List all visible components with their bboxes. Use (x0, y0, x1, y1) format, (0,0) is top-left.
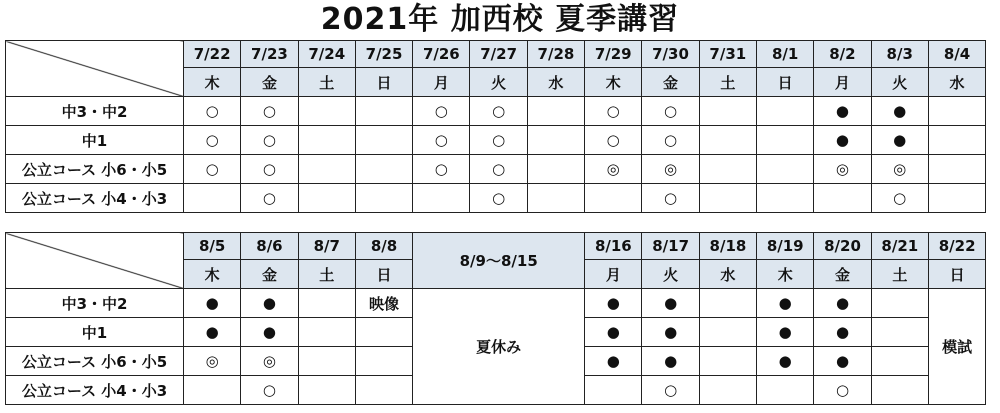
schedule-cell: ● (757, 289, 814, 318)
schedule-cell: ○ (871, 184, 928, 213)
schedule-cell: ● (814, 318, 871, 347)
weekday-cell: 月 (413, 68, 470, 97)
weekday-cell: 火 (470, 68, 527, 97)
schedule-cell (298, 126, 355, 155)
schedule-cell: ● (642, 347, 699, 376)
schedule-cell (184, 376, 241, 405)
date-cell: 8/7 (298, 233, 355, 260)
schedule-cell: ● (184, 289, 241, 318)
schedule-cell: ○ (184, 155, 241, 184)
date-cell: 8/5 (184, 233, 241, 260)
schedule-cell (699, 184, 756, 213)
weekday-cell: 金 (814, 260, 871, 289)
weekday-cell: 日 (355, 68, 412, 97)
schedule-cell (585, 184, 642, 213)
schedule-cell: ◎ (241, 347, 298, 376)
date-cell: 7/23 (241, 41, 298, 68)
schedule-cell (184, 184, 241, 213)
schedule-cell (527, 97, 584, 126)
weekday-cell: 日 (756, 68, 813, 97)
schedule-cell (527, 155, 584, 184)
schedule-cell (355, 126, 412, 155)
date-cell: 8/4 (928, 41, 985, 68)
schedule-cell: ◎ (184, 347, 241, 376)
date-cell: 8/1 (756, 41, 813, 68)
schedule-cell (298, 318, 355, 347)
weekday-cell: 火 (642, 260, 699, 289)
table-row (6, 155, 986, 184)
schedule-cell: ○ (241, 97, 298, 126)
schedule-cell (298, 347, 355, 376)
date-cell: 8/19 (757, 233, 814, 260)
date-cell: 8/8 (355, 233, 412, 260)
schedule-cell: ○ (241, 155, 298, 184)
date-cell: 7/26 (413, 41, 470, 68)
weekday-cell: 日 (928, 260, 985, 289)
date-row (6, 41, 986, 68)
schedule-cell (928, 184, 985, 213)
summer-break-cell: 夏休み (413, 289, 585, 405)
schedule-cell: ● (585, 289, 642, 318)
schedule-cell (298, 376, 355, 405)
weekday-cell: 日 (355, 260, 412, 289)
schedule-cell: ● (184, 318, 241, 347)
schedule-cell: ○ (470, 97, 527, 126)
schedule-cell-video: 映像 (355, 289, 412, 318)
row-label: 公立コース 小4・小3 (6, 376, 184, 405)
weekday-cell: 金 (241, 260, 298, 289)
schedule-cell: ● (871, 97, 928, 126)
schedule-cell (298, 289, 355, 318)
schedule-cell (871, 318, 928, 347)
schedule-cell: ● (241, 318, 298, 347)
schedule-cell (413, 184, 470, 213)
schedule-cell: ○ (413, 97, 470, 126)
schedule-cell (871, 376, 928, 405)
date-cell: 8/22 (928, 233, 985, 260)
schedule-cell: ● (585, 347, 642, 376)
weekday-cell: 土 (871, 260, 928, 289)
date-cell: 8/3 (871, 41, 928, 68)
weekday-cell: 木 (184, 68, 241, 97)
schedule-cell: ◎ (814, 155, 871, 184)
date-row (6, 233, 986, 260)
schedule-cell: ○ (470, 126, 527, 155)
schedule-cell (355, 184, 412, 213)
schedule-cell (871, 347, 928, 376)
schedule-cell: ○ (585, 126, 642, 155)
header-corner (6, 233, 184, 289)
schedule-cell: ● (814, 126, 871, 155)
schedule-cell: ○ (184, 126, 241, 155)
date-cell: 8/21 (871, 233, 928, 260)
schedule-cell (699, 289, 756, 318)
schedule-cell (298, 184, 355, 213)
schedule-table-july (5, 40, 986, 213)
table-row (6, 126, 986, 155)
date-cell: 7/27 (470, 41, 527, 68)
date-range-cell: 8/9～8/15 (413, 233, 585, 289)
schedule-cell (756, 97, 813, 126)
date-cell: 7/31 (699, 41, 756, 68)
header-corner (6, 41, 184, 97)
mock-exam-cell: 模試 (928, 289, 985, 405)
schedule-cell (928, 155, 985, 184)
schedule-cell: ○ (470, 155, 527, 184)
schedule-cell: ● (642, 289, 699, 318)
schedule-cell: ● (241, 289, 298, 318)
date-cell: 8/18 (699, 233, 756, 260)
date-cell: 7/30 (642, 41, 699, 68)
table-row (6, 184, 986, 213)
schedule-cell (699, 126, 756, 155)
schedule-cell (756, 184, 813, 213)
schedule-cell (699, 155, 756, 184)
schedule-cell: ○ (642, 126, 699, 155)
date-cell: 7/22 (184, 41, 241, 68)
schedule-cell (928, 97, 985, 126)
schedule-cell: ◎ (871, 155, 928, 184)
schedule-cell (355, 97, 412, 126)
weekday-cell: 土 (699, 68, 756, 97)
schedule-cell (585, 376, 642, 405)
weekday-cell: 金 (241, 68, 298, 97)
date-cell: 7/24 (298, 41, 355, 68)
schedule-cell (527, 184, 584, 213)
row-label: 公立コース 小6・小5 (6, 155, 184, 184)
date-cell: 7/28 (527, 41, 584, 68)
weekday-cell: 土 (298, 260, 355, 289)
schedule-cell: ○ (642, 97, 699, 126)
date-cell: 8/17 (642, 233, 699, 260)
schedule-cell (699, 347, 756, 376)
date-cell: 7/25 (355, 41, 412, 68)
schedule-cell: ○ (413, 155, 470, 184)
weekday-cell: 木 (585, 68, 642, 97)
schedule-cell: ● (585, 318, 642, 347)
schedule-cell: ○ (241, 376, 298, 405)
schedule-cell (871, 289, 928, 318)
schedule-cell: ○ (814, 376, 871, 405)
row-label: 公立コース 小6・小5 (6, 347, 184, 376)
schedule-cell: ○ (642, 184, 699, 213)
schedule-cell: ○ (413, 126, 470, 155)
schedule-cell: ○ (585, 97, 642, 126)
schedule-cell (699, 376, 756, 405)
schedule-cell (527, 126, 584, 155)
weekday-cell: 水 (699, 260, 756, 289)
schedule-cell: ○ (241, 184, 298, 213)
schedule-cell (355, 318, 412, 347)
table-row (6, 289, 986, 318)
weekday-cell: 月 (585, 260, 642, 289)
date-cell: 8/16 (585, 233, 642, 260)
date-cell: 8/20 (814, 233, 871, 260)
page-title: 2021年 加西校 夏季講習 (320, 2, 680, 37)
row-label: 中3・中2 (6, 97, 184, 126)
schedule-cell (298, 97, 355, 126)
weekday-cell: 木 (757, 260, 814, 289)
row-label: 中1 (6, 126, 184, 155)
row-label: 公立コース 小4・小3 (6, 184, 184, 213)
table-row (6, 97, 986, 126)
schedule-cell: ● (757, 318, 814, 347)
schedule-cell: ● (814, 347, 871, 376)
schedule-cell (699, 318, 756, 347)
schedule-cell: ○ (184, 97, 241, 126)
schedule-cell (756, 155, 813, 184)
schedule-cell: ◎ (642, 155, 699, 184)
schedule-cell (757, 376, 814, 405)
weekday-cell: 土 (298, 68, 355, 97)
schedule-cell: ● (871, 126, 928, 155)
schedule-cell (355, 347, 412, 376)
schedule-cell (355, 155, 412, 184)
row-label: 中1 (6, 318, 184, 347)
date-cell: 7/29 (585, 41, 642, 68)
schedule-cell: ● (757, 347, 814, 376)
row-label: 中3・中2 (6, 289, 184, 318)
schedule-cell: ● (814, 97, 871, 126)
schedule-table-august (5, 232, 986, 405)
schedule-cell: ● (642, 318, 699, 347)
weekday-cell: 金 (642, 68, 699, 97)
weekday-cell: 木 (184, 260, 241, 289)
weekday-cell: 火 (871, 68, 928, 97)
schedule-cell: ● (814, 289, 871, 318)
date-cell: 8/2 (814, 41, 871, 68)
schedule-cell (756, 126, 813, 155)
weekday-cell: 水 (527, 68, 584, 97)
schedule-cell (928, 126, 985, 155)
date-cell: 8/6 (241, 233, 298, 260)
weekday-cell: 月 (814, 68, 871, 97)
schedule-cell (298, 155, 355, 184)
schedule-cell: ○ (470, 184, 527, 213)
weekday-cell: 水 (928, 68, 985, 97)
schedule-cell: ○ (642, 376, 699, 405)
schedule-cell: ○ (241, 126, 298, 155)
schedule-cell (814, 184, 871, 213)
schedule-cell (699, 97, 756, 126)
schedule-cell: ◎ (585, 155, 642, 184)
schedule-cell (355, 376, 412, 405)
